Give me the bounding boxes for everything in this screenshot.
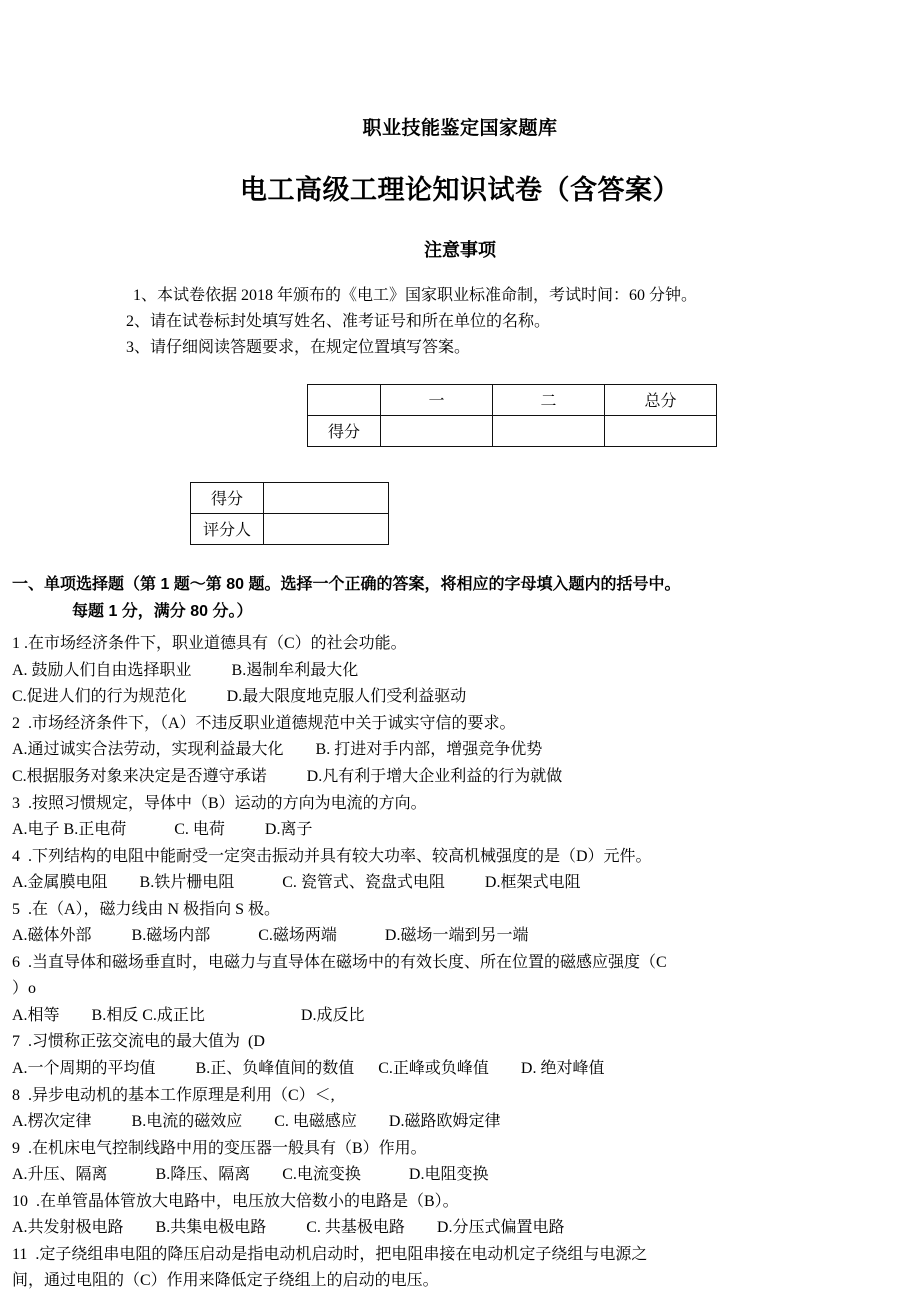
question-item [0, 1242, 920, 1295]
section-heading-line: 一、单项选择题（第 1 题～第 80 题。选择一个正确的答案，将相应的字母填入题内的括号中。 [12, 575, 681, 593]
question-options[interactable]: A.相等 B.相反 C.成正比 D.成反比 [12, 1006, 365, 1024]
question-item [0, 897, 920, 950]
question-item [0, 1189, 920, 1242]
question-stem: 1 .在市场经济条件下，职业道德具有（C）的社会功能。 [12, 635, 407, 653]
question-item [0, 950, 920, 1030]
grader-table-container [0, 447, 920, 545]
score-table-row-label: 得分 [308, 415, 381, 446]
grader-table-value[interactable] [264, 513, 389, 544]
question-stem: 10 .在单管晶体管放大电路中，电压放大倍数小的电路是（B）。 [12, 1192, 459, 1210]
table-row [191, 482, 389, 513]
score-table-header-cell: 二 [493, 384, 605, 415]
grader-table-value[interactable] [264, 482, 389, 513]
section-heading-line: 每题 1 分，满分 80 分。） [72, 603, 253, 621]
question-options[interactable]: A.升压、隔离 B.降压、隔离 C.电流变换 D.电阻变换 [12, 1166, 489, 1184]
question-stem: 7 .习惯称正弦交流电的最大值为 (D [12, 1033, 265, 1051]
score-table-value-cell[interactable] [381, 415, 493, 446]
question-options[interactable]: A.楞次定律 B.电流的磁效应 C. 电磁感应 D.磁路欧姆定律 [12, 1113, 501, 1131]
table-row [191, 513, 389, 544]
question-options[interactable]: A.共发射极电路 B.共集电极电路 C. 共基极电路 D.分压式偏置电路 [12, 1219, 565, 1237]
question-stem: 6 .当直导体和磁场垂直时，电磁力与直导体在磁场中的有效长度、所在位置的磁感应强度（C [12, 953, 667, 971]
question-stem: 9 .在机床电气控制线路中用的变压器一般具有（B）作用。 [12, 1139, 427, 1157]
question-options[interactable]: A. 鼓励人们自由选择职业 B.遏制牟利最大化 [12, 661, 359, 679]
notice-item: 2、请在试卷标封处填写姓名、准考证号和所在单位的名称。 [126, 313, 551, 331]
table-row [308, 415, 717, 446]
question-item [0, 1083, 920, 1136]
organization-title: 职业技能鉴定国家题库 [362, 118, 558, 139]
question-stem: 2 .市场经济条件下，（A）不违反职业道德规范中关于诚实守信的要求。 [12, 714, 516, 732]
score-table-value-cell[interactable] [605, 415, 717, 446]
question-options[interactable]: A.通过诚实合法劳动，实现利益最大化 B. 打进对手内部，增强竞争优势 [12, 741, 543, 759]
question-stem: 3 .按照习惯规定，导体中（B）运动的方向为电流的方向。 [12, 794, 427, 812]
question-list [0, 625, 920, 1295]
paper-title: 电工高级工理论知识试卷（含答案） [240, 174, 680, 205]
question-stem: 11 .定子绕组串电阻的降压启动是指电动机启动时，把电阻串接在电动机定子绕组与电源之 [12, 1245, 648, 1263]
score-table-value-cell[interactable] [493, 415, 605, 446]
question-item [0, 844, 920, 897]
question-item [0, 711, 920, 791]
question-stem: 4 .下列结构的电阻中能耐受一定突击振动并具有较大功率、较高机械强度的是（D）元件。 [12, 847, 652, 865]
question-item [0, 1136, 920, 1189]
question-options[interactable]: A.电子 B.正电荷 C. 电荷 D.离子 [12, 821, 313, 839]
question-options[interactable]: A.磁体外部 B.磁场内部 C.磁场两端 D.磁场一端到另一端 [12, 927, 529, 945]
question-options[interactable]: C.根据服务对象来决定是否遵守承诺 D.凡有利于增大企业利益的行为就做 [12, 767, 563, 785]
question-item [0, 1029, 920, 1082]
question-stem-continuation: 间，通过电阻的（C）作用来降低定子绕组上的启动的电压。 [12, 1272, 439, 1290]
grader-table-label: 评分人 [191, 513, 264, 544]
question-options[interactable]: C.促进人们的行为规范化 D.最大限度地克服人们受利益驱动 [12, 688, 467, 706]
section-heading [0, 545, 920, 625]
notice-item: 3、请仔细阅读答题要求，在规定位置填写答案。 [126, 338, 471, 356]
question-item [0, 791, 920, 844]
table-row [308, 384, 717, 415]
score-table-header-cell: 一 [381, 384, 493, 415]
score-table-header-cell: 总分 [605, 384, 717, 415]
question-stem-continuation: ）o [12, 980, 37, 998]
notice-item: 1、本试卷依据 2018 年颁布的《电工》国家职业标准命制，考试时间：60 分钟。 [133, 287, 698, 305]
notice-list [0, 261, 920, 361]
score-table-container [0, 361, 920, 447]
question-stem: 5 .在（A），磁力线由 N 极指向 S 极。 [12, 900, 281, 918]
notice-heading: 注意事项 [424, 239, 496, 260]
question-options[interactable]: A.金属膜电阻 B.铁片栅电阻 C. 瓷管式、瓷盘式电阻 D.框架式电阻 [12, 874, 581, 892]
score-table [307, 384, 717, 447]
question-item [0, 631, 920, 711]
question-stem: 8 .异步电动机的基本工作原理是利用（C）＜, [12, 1086, 335, 1104]
question-options[interactable]: A.一个周期的平均值 B.正、负峰值间的数值 C.正峰或负峰值 D. 绝对峰值 [12, 1059, 605, 1077]
grader-table [190, 482, 389, 545]
grader-table-label: 得分 [191, 482, 264, 513]
score-table-header-cell [308, 384, 381, 415]
